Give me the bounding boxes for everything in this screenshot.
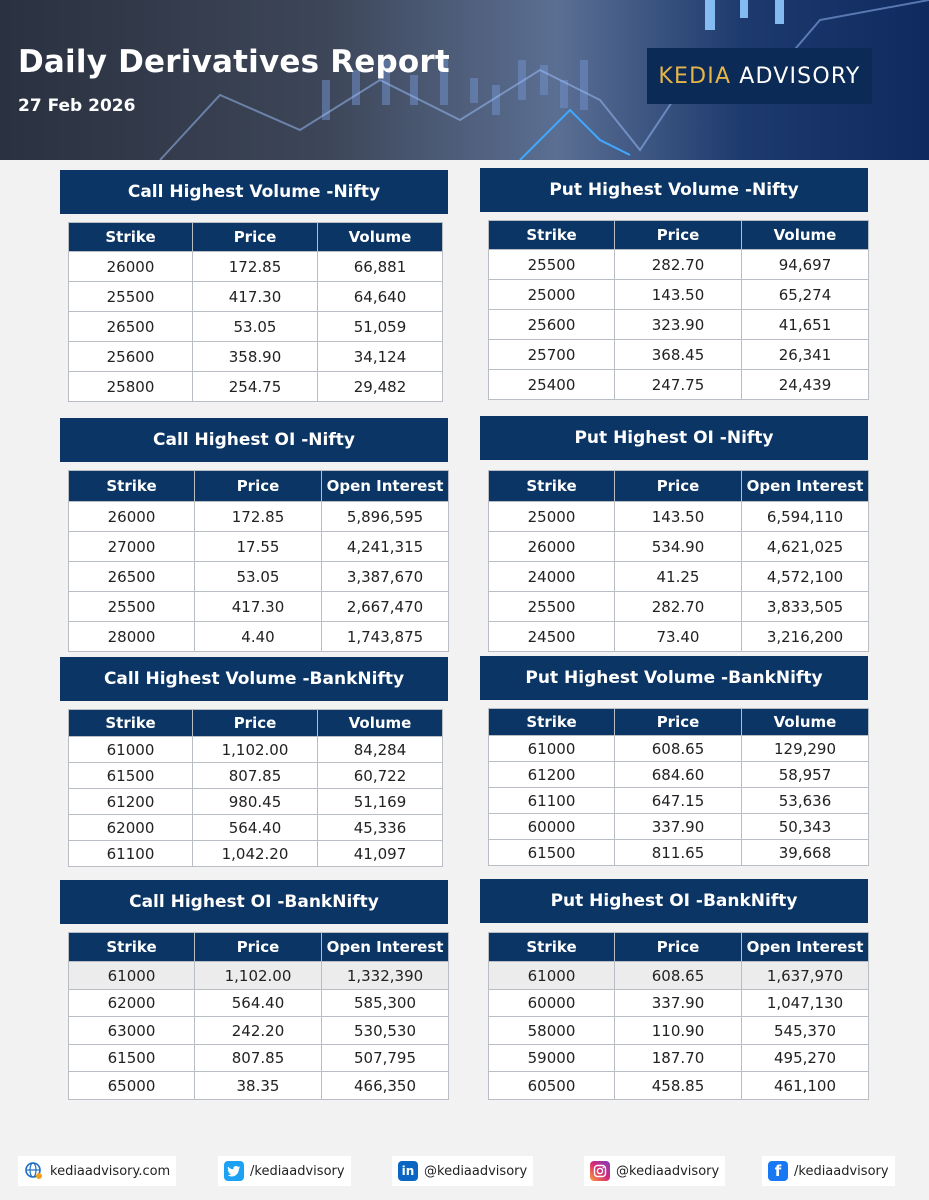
price-cell: 337.90 [615,814,742,840]
table-row [489,280,869,310]
oi-cell: 507,795 [322,1045,449,1072]
price-cell: 608.65 [615,736,742,762]
strike-cell: 26000 [69,252,193,282]
instagram-icon [590,1161,610,1181]
price-cell: 1,102.00 [193,737,318,763]
price-cell: 417.30 [195,592,322,622]
table-row [489,622,869,652]
table-row [69,562,449,592]
table-row [489,340,869,370]
oi-cell: 3,216,200 [742,622,869,652]
column-header: Price [193,223,318,252]
globe-icon [24,1161,44,1181]
strike-cell: 25400 [489,370,615,400]
column-header: Strike [69,933,195,962]
strike-cell: 61200 [489,762,615,788]
strike-cell: 25500 [69,592,195,622]
section-title: Call Highest Volume -Nifty [60,170,448,214]
table-put-volume-banknifty [488,708,869,866]
volume-cell: 41,651 [742,310,869,340]
price-cell: 323.90 [615,310,742,340]
column-header: Price [193,710,318,737]
table-row [69,532,449,562]
price-cell: 1,102.00 [195,962,322,990]
oi-cell: 5,896,595 [322,502,449,532]
column-header: Volume [742,221,869,250]
column-header: Strike [489,471,615,502]
price-cell: 564.40 [195,990,322,1017]
price-cell: 807.85 [193,763,318,789]
strike-cell: 61500 [489,840,615,866]
strike-cell: 61000 [69,962,195,990]
facebook-handle: /kediaadvisory [794,1163,889,1179]
column-header: Volume [742,709,869,736]
oi-cell: 1,047,130 [742,990,869,1017]
table-row [69,252,443,282]
table-row [489,502,869,532]
price-cell: 458.85 [615,1072,742,1100]
price-cell: 534.90 [615,532,742,562]
table-row [489,592,869,622]
section-title: Put Highest OI -Nifty [480,416,868,460]
oi-cell: 4,621,025 [742,532,869,562]
price-cell: 73.40 [615,622,742,652]
strike-cell: 58000 [489,1017,615,1045]
price-cell: 254.75 [193,372,318,402]
price-cell: 53.05 [195,562,322,592]
strike-cell: 25500 [489,592,615,622]
kedia-advisory-logo [647,48,872,104]
table-row [489,1017,869,1045]
strike-cell: 26000 [489,532,615,562]
linkedin-link[interactable] [392,1156,533,1186]
strike-cell: 61000 [69,737,193,763]
strike-cell: 27000 [69,532,195,562]
oi-cell: 4,241,315 [322,532,449,562]
strike-cell: 24000 [489,562,615,592]
volume-cell: 84,284 [318,737,443,763]
volume-cell: 45,336 [318,815,443,841]
price-cell: 647.15 [615,788,742,814]
oi-cell: 495,270 [742,1045,869,1072]
logo-brand-text: KEDIA [658,63,732,89]
oi-cell: 1,637,970 [742,962,869,990]
footer-social-bar [0,1150,929,1190]
volume-cell: 129,290 [742,736,869,762]
strike-cell: 63000 [69,1017,195,1045]
table-row [69,1045,449,1072]
price-cell: 187.70 [615,1045,742,1072]
oi-cell: 545,370 [742,1017,869,1045]
volume-cell: 65,274 [742,280,869,310]
volume-cell: 34,124 [318,342,443,372]
price-cell: 417.30 [193,282,318,312]
table-row [69,342,443,372]
table-row [69,312,443,342]
table-header-row [69,710,443,737]
strike-cell: 25500 [69,282,193,312]
price-cell: 564.40 [193,815,318,841]
table-header-row [69,933,449,962]
table-call-volume-nifty [68,222,443,402]
strike-cell: 25800 [69,372,193,402]
strike-cell: 61000 [489,736,615,762]
strike-cell: 61500 [69,1045,195,1072]
column-header: Price [615,709,742,736]
strike-cell: 60500 [489,1072,615,1100]
strike-cell: 62000 [69,815,193,841]
table-row [489,532,869,562]
strike-cell: 25000 [489,502,615,532]
strike-cell: 26500 [69,312,193,342]
table-row [489,736,869,762]
table-call-oi-banknifty [68,932,449,1100]
instagram-link[interactable] [584,1156,725,1186]
column-header: Volume [318,223,443,252]
instagram-handle: @kediaadvisory [616,1163,720,1179]
price-cell: 684.60 [615,762,742,788]
table-row [489,840,869,866]
oi-cell: 585,300 [322,990,449,1017]
table-header-row [69,223,443,252]
strike-cell: 28000 [69,622,195,652]
strike-cell: 61200 [69,789,193,815]
column-header: Open Interest [742,471,869,502]
column-header: Price [615,471,742,502]
table-header-row [489,221,869,250]
table-row [489,1072,869,1100]
price-cell: 53.05 [193,312,318,342]
table-header-row [69,471,449,502]
report-date: 27 Feb 2026 [18,96,136,116]
strike-cell: 26000 [69,502,195,532]
price-cell: 282.70 [615,592,742,622]
strike-cell: 25500 [489,250,615,280]
oi-cell: 4,572,100 [742,562,869,592]
strike-cell: 61000 [489,962,615,990]
column-header: Open Interest [322,933,449,962]
table-put-oi-banknifty [488,932,869,1100]
volume-cell: 58,957 [742,762,869,788]
table-row [69,372,443,402]
column-header: Strike [489,221,615,250]
price-cell: 368.45 [615,340,742,370]
oi-cell: 3,833,505 [742,592,869,622]
website-link[interactable] [18,1156,176,1186]
price-cell: 980.45 [193,789,318,815]
column-header: Strike [69,223,193,252]
price-cell: 38.35 [195,1072,322,1100]
volume-cell: 94,697 [742,250,869,280]
strike-cell: 59000 [489,1045,615,1072]
logo-word-text: ADVISORY [739,63,861,89]
price-cell: 143.50 [615,280,742,310]
column-header: Strike [69,471,195,502]
oi-cell: 1,332,390 [322,962,449,990]
column-header: Price [195,933,322,962]
column-header: Price [615,221,742,250]
oi-cell: 2,667,470 [322,592,449,622]
volume-cell: 29,482 [318,372,443,402]
table-row [489,250,869,280]
column-header: Strike [489,933,615,962]
table-row [489,370,869,400]
price-cell: 172.85 [195,502,322,532]
facebook-link[interactable] [762,1156,895,1186]
table-row [69,502,449,532]
volume-cell: 26,341 [742,340,869,370]
linkedin-icon: in [398,1161,418,1181]
strike-cell: 61500 [69,763,193,789]
section-title: Put Highest OI -BankNifty [480,879,868,923]
twitter-link[interactable] [218,1156,351,1186]
website-text: kediaadvisory.com [50,1163,171,1179]
section-title: Put Highest Volume -BankNifty [480,656,868,700]
volume-cell: 39,668 [742,840,869,866]
strike-cell: 60000 [489,990,615,1017]
twitter-icon [224,1161,244,1181]
volume-cell: 50,343 [742,814,869,840]
table-row [489,762,869,788]
volume-cell: 51,169 [318,789,443,815]
table-row [489,1045,869,1072]
strike-cell: 25600 [69,342,193,372]
table-row [489,962,869,990]
table-header-row [489,471,869,502]
column-header: Open Interest [742,933,869,962]
table-put-oi-nifty [488,470,869,652]
header-banner [0,0,929,160]
oi-cell: 3,387,670 [322,562,449,592]
table-row [69,815,443,841]
column-header: Volume [318,710,443,737]
price-cell: 337.90 [615,990,742,1017]
table-row [69,763,443,789]
section-title: Put Highest Volume -Nifty [480,168,868,212]
table-row [69,990,449,1017]
twitter-handle: /kediaadvisory [250,1163,345,1179]
oi-cell: 6,594,110 [742,502,869,532]
strike-cell: 25700 [489,340,615,370]
table-call-volume-banknifty [68,709,443,867]
column-header: Strike [69,710,193,737]
volume-cell: 66,881 [318,252,443,282]
strike-cell: 60000 [489,814,615,840]
column-header: Strike [489,709,615,736]
volume-cell: 60,722 [318,763,443,789]
table-row [69,1072,449,1100]
price-cell: 608.65 [615,962,742,990]
table-call-oi-nifty [68,470,449,652]
section-title: Call Highest OI -BankNifty [60,880,448,924]
strike-cell: 65000 [69,1072,195,1100]
table-row [69,622,449,652]
column-header: Price [195,471,322,502]
facebook-icon: f [768,1161,788,1181]
volume-cell: 64,640 [318,282,443,312]
table-row [69,282,443,312]
oi-cell: 1,743,875 [322,622,449,652]
volume-cell: 24,439 [742,370,869,400]
table-row [489,310,869,340]
table-row [489,562,869,592]
oi-cell: 466,350 [322,1072,449,1100]
price-cell: 358.90 [193,342,318,372]
price-cell: 17.55 [195,532,322,562]
price-cell: 811.65 [615,840,742,866]
price-cell: 1,042.20 [193,841,318,867]
price-cell: 247.75 [615,370,742,400]
table-row [69,737,443,763]
volume-cell: 41,097 [318,841,443,867]
table-header-row [489,709,869,736]
strike-cell: 26500 [69,562,195,592]
column-header: Open Interest [322,471,449,502]
table-row [489,814,869,840]
price-cell: 143.50 [615,502,742,532]
oi-cell: 530,530 [322,1017,449,1045]
strike-cell: 61100 [69,841,193,867]
oi-cell: 461,100 [742,1072,869,1100]
strike-cell: 25600 [489,310,615,340]
section-title: Call Highest Volume -BankNifty [60,657,448,701]
page-title: Daily Derivatives Report [18,44,450,80]
table-row [69,841,443,867]
table-put-volume-nifty [488,220,869,400]
linkedin-handle: @kediaadvisory [424,1163,528,1179]
section-title: Call Highest OI -Nifty [60,418,448,462]
price-cell: 242.20 [195,1017,322,1045]
strike-cell: 25000 [489,280,615,310]
column-header: Price [615,933,742,962]
table-row [489,788,869,814]
strike-cell: 24500 [489,622,615,652]
volume-cell: 53,636 [742,788,869,814]
table-row [69,789,443,815]
price-cell: 172.85 [193,252,318,282]
table-header-row [489,933,869,962]
price-cell: 4.40 [195,622,322,652]
table-row [69,1017,449,1045]
volume-cell: 51,059 [318,312,443,342]
table-row [69,592,449,622]
price-cell: 807.85 [195,1045,322,1072]
strike-cell: 62000 [69,990,195,1017]
table-row [489,990,869,1017]
table-row [69,962,449,990]
price-cell: 41.25 [615,562,742,592]
strike-cell: 61100 [489,788,615,814]
price-cell: 110.90 [615,1017,742,1045]
price-cell: 282.70 [615,250,742,280]
